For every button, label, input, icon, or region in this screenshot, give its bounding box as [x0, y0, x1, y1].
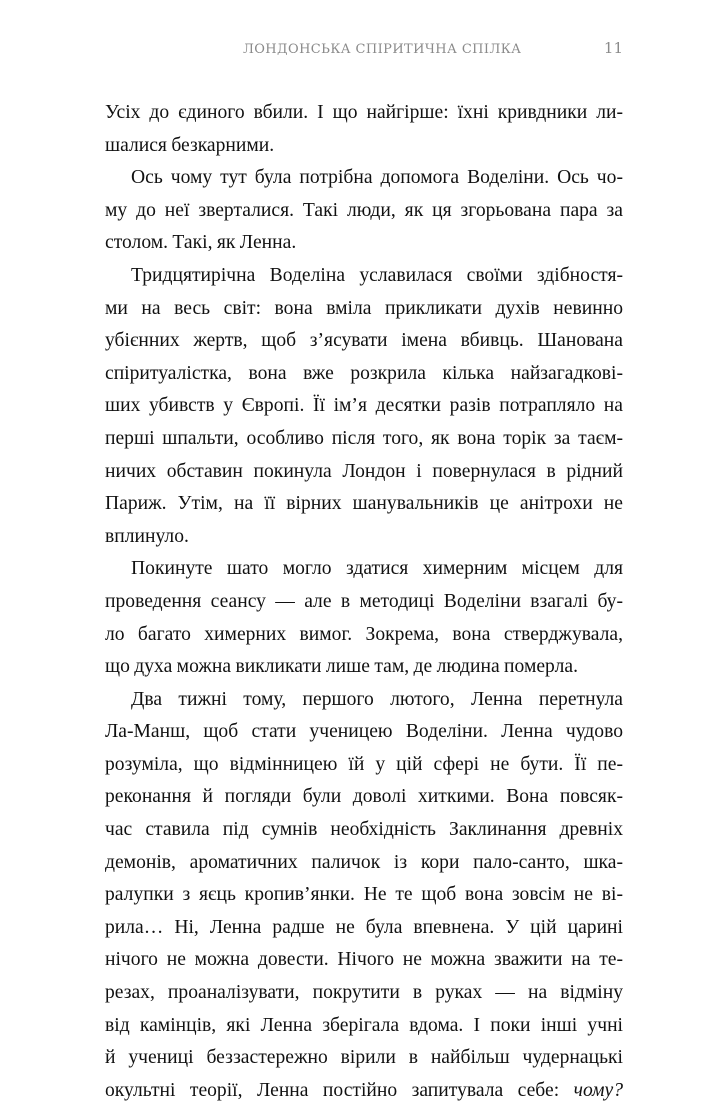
- text-line: [105, 195, 623, 228]
- line-text: від камінців, які Ленна зберігала вдома. І поки інші учні: [105, 1014, 623, 1036]
- line-text: ми на весь світ: вона вміла прикликати духів невинно: [105, 297, 623, 319]
- text-line: [105, 260, 623, 293]
- line-text: й учениці беззастережно вірили в найбільш чудернацькі: [105, 1047, 623, 1069]
- line-text: нічого не можна довести. Нічого не можна зважити на те-: [105, 949, 623, 971]
- line-text: резах, проаналізувати, покрутити в руках — на відміну: [105, 982, 623, 1004]
- line-text: проведення сеансу — але в методиці Воделіни взагалі бу-: [105, 590, 623, 612]
- running-header: [0, 38, 728, 60]
- running-title: ЛОНДОНСЬКА СПІРИТИЧНА СПІЛКА: [243, 42, 522, 57]
- text-line: [105, 521, 623, 554]
- line-text: Ось чому тут була потрібна допомога Воделіни. Ось чо-: [131, 167, 623, 189]
- line-text: вплинуло.: [105, 525, 189, 547]
- italic-word: чому?: [573, 1079, 623, 1101]
- line-text: окультні теорії, Ленна постійно запитувала себе:: [105, 1079, 560, 1101]
- text-line: [105, 456, 623, 489]
- text-line: [105, 749, 623, 782]
- text-line: [105, 944, 623, 977]
- text-line: [105, 358, 623, 391]
- line-text: ничих обставин покинула Лондон і повернулася в рідний: [105, 460, 623, 482]
- line-text: Париж. Утім, на її вірних шанувальників це анітрохи не: [105, 493, 623, 515]
- line-text: що духа можна викликати лише там, де людина померла.: [105, 656, 578, 678]
- text-line: [105, 814, 623, 847]
- line-text: Покинуте шато могло здатися химерним місцем для: [131, 558, 623, 580]
- line-text: перші шпальти, особливо після того, як вона торік за таєм-: [105, 427, 623, 449]
- text-line: [105, 97, 623, 130]
- text-line: [105, 847, 623, 880]
- line-text: реконання й погляди були доволі хиткими. Вона повсяк-: [105, 786, 623, 808]
- text-line: [105, 325, 623, 358]
- text-line: [105, 912, 623, 945]
- line-text: Тридцятирічна Воделіна уславилася своїми здібностя-: [131, 264, 623, 286]
- line-text: убієнних жертв, щоб з’ясувати імена вбивць. Шанована: [105, 330, 623, 352]
- line-text: шалися безкарними.: [105, 134, 275, 156]
- line-text: ралупки з яєць кропив’янки. Не те щоб вона зовсім не ві-: [105, 884, 623, 906]
- text-line: [105, 651, 623, 684]
- line-text: столом. Такі, як Ленна.: [105, 232, 297, 254]
- line-text: му до неї зверталися. Такі люди, як ця згорьована пара за: [105, 199, 623, 221]
- line-text: спіритуалістка, вона вже розкрила кілька найзагадкові-: [105, 362, 623, 384]
- line-text: Два тижні тому, першого лютого, Ленна перетнула: [131, 688, 623, 710]
- text-line: [105, 879, 623, 912]
- line-text: рила… Ні, Ленна радше не була впевнена. У цій царині: [105, 916, 623, 938]
- text-line: [105, 423, 623, 456]
- text-line: [105, 553, 623, 586]
- body-text: [105, 97, 623, 1107]
- line-text: ших убивств у Європі. Її ім’я десятки разів потрапляло на: [105, 395, 623, 417]
- line-text: Усіх до єдиного вбили. І що найгірше: їхні кривдники ли-: [105, 102, 623, 123]
- text-line: [105, 716, 623, 749]
- text-line: [105, 130, 623, 163]
- text-line: [105, 977, 623, 1010]
- page-number: 11: [603, 39, 623, 57]
- text-line: [105, 1010, 623, 1043]
- text-line: [105, 684, 623, 717]
- text-line: [105, 619, 623, 652]
- text-line: [105, 488, 623, 521]
- text-line: [105, 293, 623, 326]
- text-line: [105, 390, 623, 423]
- line-text: демонів, ароматичних паличок із кори пало-санто, шка-: [105, 851, 623, 873]
- text-line: [105, 1075, 623, 1107]
- text-line: [105, 586, 623, 619]
- line-text: ло багато химерних вимог. Зокрема, вона стверджувала,: [105, 623, 623, 645]
- text-line: [105, 781, 623, 814]
- line-text: Ла-Манш, щоб стати ученицею Воделіни. Ленна чудово: [105, 721, 623, 743]
- text-line: [105, 1042, 623, 1075]
- text-line: [105, 227, 623, 260]
- line-text: час ставила під сумнів необхідність Заклинання древніх: [105, 819, 623, 841]
- line-text: розуміла, що відмінницею їй у цій сфері не бути. Її пе-: [105, 753, 623, 775]
- text-line: [105, 162, 623, 195]
